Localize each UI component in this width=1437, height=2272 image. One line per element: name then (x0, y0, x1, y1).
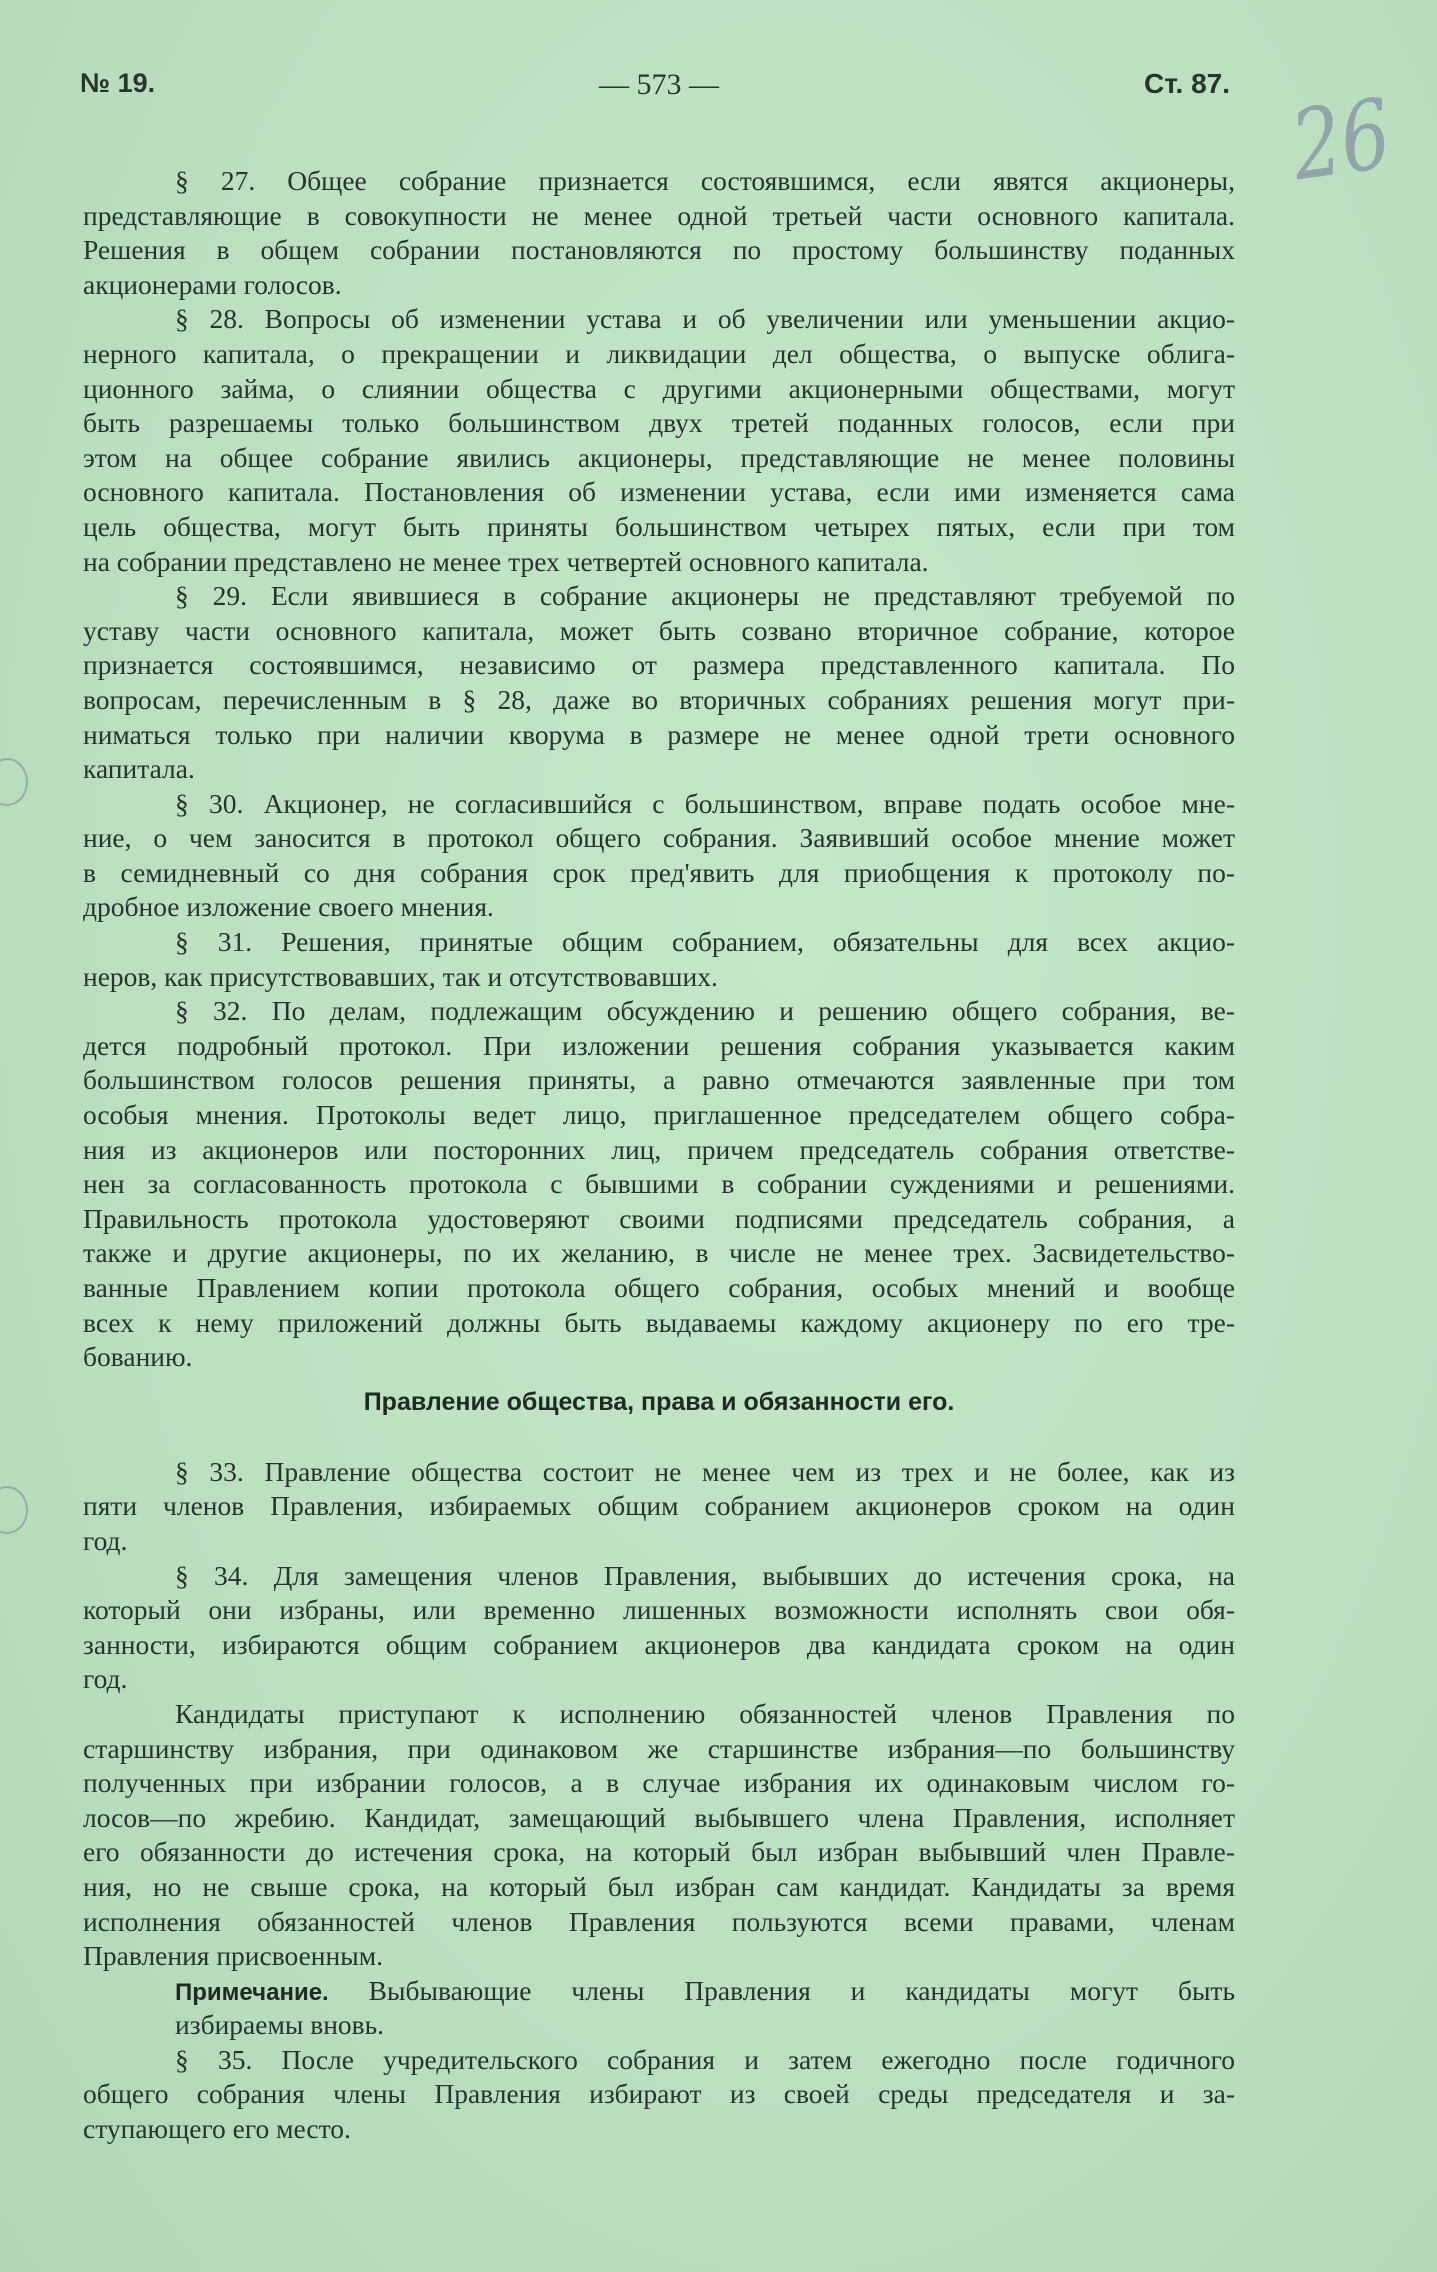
paragraph (83, 925, 1235, 994)
text-line: неров, как присутствовавших, так и отсутствовавших. (83, 960, 718, 992)
text-line: вопросам, перечисленным в § 28, даже во вторичных собраниях решения могут при- (83, 683, 1235, 715)
text-line: признается состоявшимся, независимо от размера представленного капитала. По (83, 649, 1235, 681)
text-line: бованию. (83, 1341, 193, 1373)
text-line: представляющие в совокупности не менее одной третьей части основного капитала. (83, 199, 1235, 231)
text-line: капитала. (83, 753, 195, 785)
note-paragraph (83, 1974, 1235, 2043)
text-line: акционерами голосов. (83, 268, 342, 300)
text-line: Решения в общем собрании постановляются по простому большинству поданных (83, 234, 1235, 266)
text-line: на собрании представлено не менее трех четвертей основного капитала. (83, 545, 929, 577)
text-line: § 27. Общее собрание признается состоявшимся, если явятся акционеры, (175, 165, 1235, 196)
text-line: § 31. Решения, принятые общим собранием, обязательны для всех акцио- (175, 926, 1235, 958)
text-line: этом на общее собрание явились акционеры, представляющие не менее половины (83, 441, 1235, 473)
text-line: в семидневный со дня собрания срок пред'явить для приобщения к протоколу по- (83, 856, 1235, 888)
text-line: основного капитала. Постановления об изменении устава, если ими изменяется сама (83, 476, 1235, 508)
text-line: цель общества, могут быть приняты большинством четырех пятых, если при том (83, 510, 1235, 542)
issue-number: № 19. (80, 68, 156, 98)
text-line: пяти членов Правления, избираемых общим собранием акционеров сроком на один (83, 1490, 1235, 1522)
paragraph (83, 579, 1235, 787)
handwritten-folio-number: 26 (1284, 77, 1398, 203)
paragraph (83, 2043, 1235, 2147)
text-line: особыя мнения. Протоколы ведет лицо, приглашенное председателем общего собра- (83, 1099, 1235, 1131)
text-line: занности, избираются общим собранием акционеров два кандидата сроком на один (83, 1628, 1235, 1660)
text-line: нерного капитала, о прекращении и ликвидации дел общества, о выпуске облига- (83, 337, 1235, 369)
text-line: лосов—по жребию. Кандидат, замещающий выбывшего члена Правления, исполняет (83, 1801, 1235, 1833)
text-line: который они избраны, или временно лишенных возможности исполнять свои обя- (83, 1594, 1235, 1626)
text-line: дробное изложение своего мнения. (83, 891, 494, 923)
text-line: уставу части основного капитала, может быть созвано вторичное собрание, которое (83, 614, 1235, 646)
text-line (83, 1974, 1235, 2009)
text-line: быть разрешаемы только большинством двух третей поданных голосов, если при (83, 407, 1235, 439)
text-line: § 34. Для замещения членов Правления, выбывших до истечения срока, на (175, 1559, 1235, 1591)
text-line: год. (83, 1663, 128, 1695)
text-line: ния из акционеров или посторонних лиц, причем председатель собрания ответстве- (83, 1133, 1235, 1165)
text-line: ванные Правлением копии протокола общего собрания, особых мнений и вообще (83, 1272, 1235, 1303)
text-line: общего собрания члены Правления избирают из своей среды председателя и за- (83, 2078, 1235, 2110)
text-line: § 32. По делам, подлежащим обсуждению и решению общего собрания, ве- (175, 995, 1235, 1027)
paragraph (83, 1559, 1235, 1697)
text-line: избираемы вновь. (175, 2009, 385, 2041)
text-line: Кандидаты приступают к исполнению обязанностей членов Правления по (175, 1697, 1235, 1729)
text-line: также и другие акционеры, по их желанию, в числе не менее трех. Засвидетельство- (83, 1237, 1235, 1269)
article-number: Ст. 87. (1144, 68, 1230, 99)
text-line: Правления присвоенным. (83, 1940, 383, 1972)
paragraph (83, 164, 1235, 302)
text-line: Правильность протокола удостоверяют своими подписями председатель собрания, а (83, 1202, 1235, 1234)
text-line: дется подробный протокол. При изложении решения собрания указывается каким (83, 1029, 1235, 1061)
document-body (83, 164, 1235, 2147)
text-line: § 35. После учредительского собрания и затем ежегодно после годичного (175, 2043, 1235, 2075)
text-line: полученных при избрании голосов, а в случае избрания их одинаковым числом го- (83, 1767, 1235, 1799)
paragraph (83, 302, 1235, 579)
text-line: исполнения обязанностей членов Правления пользуются всеми правами, членам (83, 1905, 1235, 1937)
page-number: — 573 — (599, 68, 719, 101)
paragraph (83, 1455, 1235, 1559)
text-line: большинством голосов решения приняты, а равно отмечаются заявленные при том (83, 1064, 1235, 1096)
text-line: § 30. Акционер, не согласившийся с большинством, вправе подать особое мне- (175, 787, 1235, 819)
note-label: Примечание. (175, 1978, 329, 2006)
paragraph (83, 787, 1235, 925)
text-line: всех к нему приложений должны быть выдаваемы каждому акционеру по его тре- (83, 1306, 1235, 1338)
text-line: ниматься только при наличии кворума в размере не менее одной трети основного (83, 718, 1235, 750)
note-text: Выбывающие члены Правления и кандидаты могут быть (368, 1974, 1235, 2006)
text-line: его обязанности до истечения срока, на который был избран выбывший член Правле- (83, 1836, 1235, 1868)
text-line: старшинству избрания, при одинаковом же старшинстве избрания—по большинству (83, 1732, 1235, 1764)
text-line: нен за согласованность протокола с бывшими в собрании суждениями и решениями. (83, 1168, 1235, 1200)
text-line: § 28. Вопросы об изменении устава и об увеличении или уменьшении акцио- (175, 303, 1235, 335)
text-line: год. (83, 1524, 128, 1556)
section-heading: Правление общества, права и обязанности его. (363, 1387, 955, 1416)
paragraph (83, 1697, 1235, 1974)
paragraph (83, 994, 1235, 1375)
text-line: § 29. Если явившиеся в собрание акционеры не представляют требуемой по (175, 580, 1235, 612)
text-line: ния, но не свыше срока, на который был избран сам кандидат. Кандидаты за время (83, 1870, 1235, 1902)
text-line: ционного займа, о слиянии общества с другими акционерными обществами, могут (83, 372, 1235, 404)
text-line: § 33. Правление общества состоит не менее чем из трех и не более, как из (175, 1455, 1235, 1487)
text-line: ступающего его место. (83, 2113, 351, 2145)
text-line: ние, о чем заносится в протокол общего собрания. Заявивший особое мнение может (83, 822, 1235, 854)
